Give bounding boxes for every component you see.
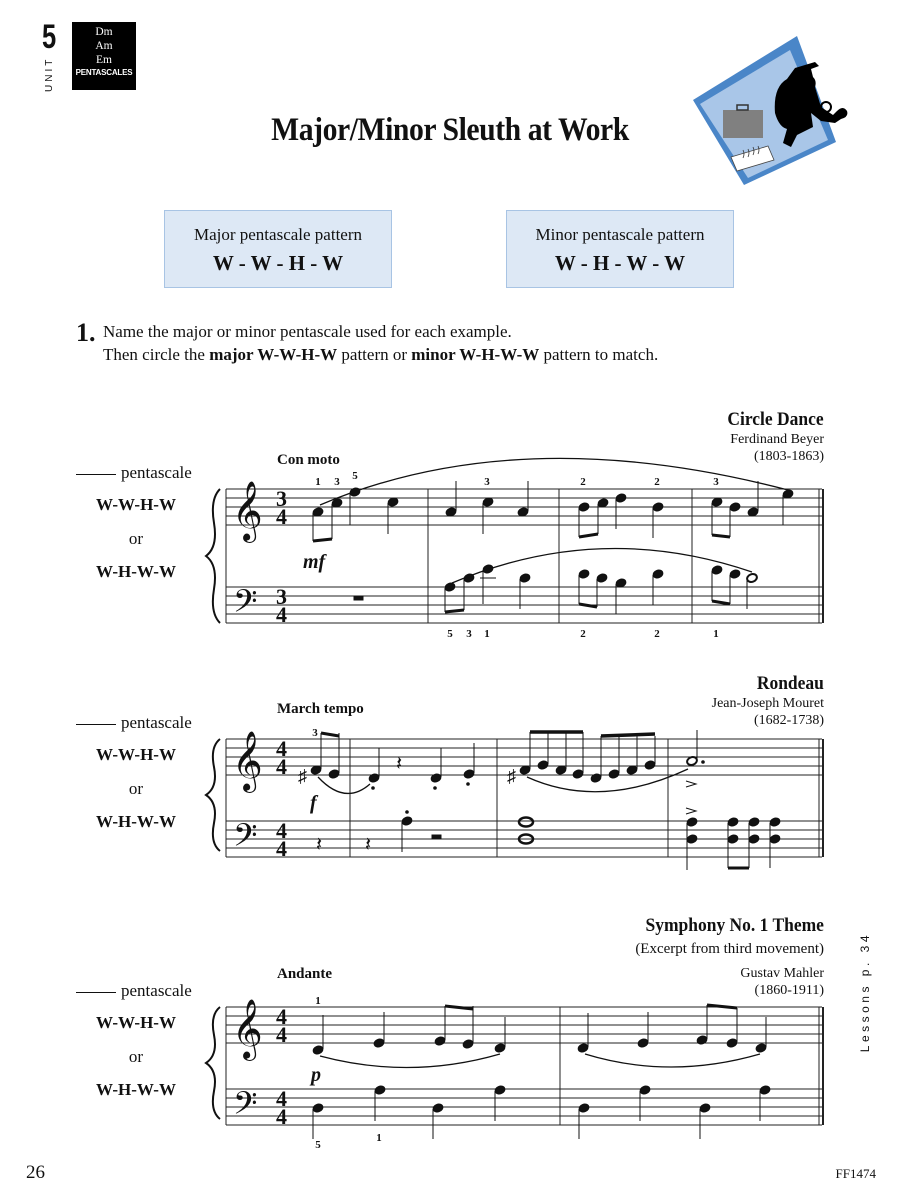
svg-text:1: 1 <box>315 476 321 488</box>
svg-text:1: 1 <box>376 1132 382 1144</box>
svg-text:4: 4 <box>276 1104 287 1129</box>
choice-or: or <box>128 1047 144 1066</box>
tempo-3: Andante <box>277 966 333 982</box>
svg-text:4: 4 <box>276 736 287 761</box>
composer-name: Gustav Mahler <box>740 966 824 981</box>
svg-text:1: 1 <box>484 628 490 640</box>
dynamic-mf: mf <box>303 551 326 573</box>
svg-text:5: 5 <box>447 628 453 640</box>
svg-text:𝄢: 𝄢 <box>233 1087 258 1129</box>
choice-major[interactable]: W-W-H-W <box>96 495 176 514</box>
instruction-text: Then circle the <box>103 345 210 364</box>
dynamic-p: p <box>311 1064 321 1086</box>
svg-text:5: 5 <box>352 470 358 482</box>
pentascale-word: pentascale <box>121 713 192 732</box>
dynamic-f: f <box>310 792 317 814</box>
instruction-minor-pattern: minor W-H-W-W <box>411 345 540 364</box>
svg-text:𝄽: 𝄽 <box>365 834 372 856</box>
svg-text:𝄢: 𝄢 <box>233 819 258 861</box>
piece-title-1: Circle Dance <box>727 409 824 430</box>
svg-text:2: 2 <box>580 628 586 640</box>
subtitle-3: (Excerpt from third movement) <box>635 941 824 957</box>
choice-minor[interactable]: W-H-W-W <box>96 562 176 581</box>
composer-dates: (1682-1738) <box>754 713 824 728</box>
svg-text:3: 3 <box>334 476 340 488</box>
svg-text:4: 4 <box>276 602 287 627</box>
svg-text:2: 2 <box>654 628 660 640</box>
piece-title-2: Rondeau <box>756 673 824 694</box>
tempo-2: March tempo <box>277 701 364 717</box>
choice-or: or <box>128 779 144 798</box>
instruction-line-1: Name the major or minor pentascale used for each example. <box>103 322 512 341</box>
svg-text:4: 4 <box>276 1004 287 1029</box>
svg-text:𝄽: 𝄽 <box>316 834 323 856</box>
instruction-major-pattern: major W-W-H-W <box>209 345 338 364</box>
svg-text:4: 4 <box>276 754 287 779</box>
svg-text:4: 4 <box>276 504 287 529</box>
svg-text:5: 5 <box>315 1139 321 1151</box>
svg-text:♯: ♯ <box>298 766 307 786</box>
choice-major[interactable]: W-W-H-W <box>96 1013 176 1032</box>
choice-minor[interactable]: W-H-W-W <box>96 812 176 831</box>
unit-label: UNIT <box>44 56 55 92</box>
instruction-number: 1. <box>76 318 96 347</box>
svg-text:𝄢: 𝄢 <box>233 585 258 627</box>
composer-dates: (1860-1911) <box>754 983 824 998</box>
svg-text:3: 3 <box>466 628 472 640</box>
choice-minor[interactable]: W-H-W-W <box>96 1080 176 1099</box>
svg-text:♯: ♯ <box>507 766 516 786</box>
unit-key-3: Em <box>96 54 112 66</box>
major-pattern-steps: W - W - H - W <box>212 251 344 275</box>
composer-name: Ferdinand Beyer <box>730 432 824 447</box>
svg-text:4: 4 <box>276 836 287 861</box>
instruction-text: pattern to match. <box>539 345 659 364</box>
pentascale-word: pentascale <box>121 463 192 482</box>
svg-text:3: 3 <box>713 476 719 488</box>
lessons-reference: Lessons p. 34 <box>858 932 872 1053</box>
pentascale-word: pentascale <box>121 981 192 1000</box>
major-pattern-label: Major pentascale pattern <box>193 225 363 244</box>
svg-text:4: 4 <box>276 1086 287 1111</box>
svg-text:4: 4 <box>276 818 287 843</box>
svg-text:3: 3 <box>484 476 490 488</box>
unit-number: 5 <box>42 18 57 56</box>
instruction-text: pattern or <box>337 345 412 364</box>
unit-topic: PENTASCALES <box>75 68 133 77</box>
svg-text:𝄞: 𝄞 <box>232 733 263 790</box>
choice-or: or <box>128 529 144 548</box>
svg-text:𝄽: 𝄽 <box>396 753 403 775</box>
tempo-1: Con moto <box>277 452 340 468</box>
svg-text:3: 3 <box>312 727 318 739</box>
composer-name: Jean-Joseph Mouret <box>711 696 824 711</box>
svg-text:1: 1 <box>713 628 719 640</box>
svg-text:4: 4 <box>276 1022 287 1047</box>
svg-text:3: 3 <box>276 584 287 609</box>
page-title: Major/Minor Sleuth at Work <box>271 112 629 148</box>
composer-dates: (1803-1863) <box>754 449 824 464</box>
choice-major[interactable]: W-W-H-W <box>96 745 176 764</box>
svg-text:3: 3 <box>276 486 287 511</box>
minor-pattern-label: Minor pentascale pattern <box>535 225 705 244</box>
unit-key-1: Dm <box>95 26 113 38</box>
svg-text:1: 1 <box>315 995 321 1007</box>
svg-text:𝄞: 𝄞 <box>232 1001 263 1058</box>
svg-text:2: 2 <box>580 476 586 488</box>
minor-pattern-steps: W - H - W - W <box>554 251 686 275</box>
catalog-code: FF1474 <box>835 1166 876 1181</box>
svg-text:𝄞: 𝄞 <box>232 483 263 540</box>
page-number: 26 <box>26 1162 45 1183</box>
piece-title-3: Symphony No. 1 Theme <box>645 915 824 936</box>
unit-key-2: Am <box>95 40 113 52</box>
svg-text:2: 2 <box>654 476 660 488</box>
